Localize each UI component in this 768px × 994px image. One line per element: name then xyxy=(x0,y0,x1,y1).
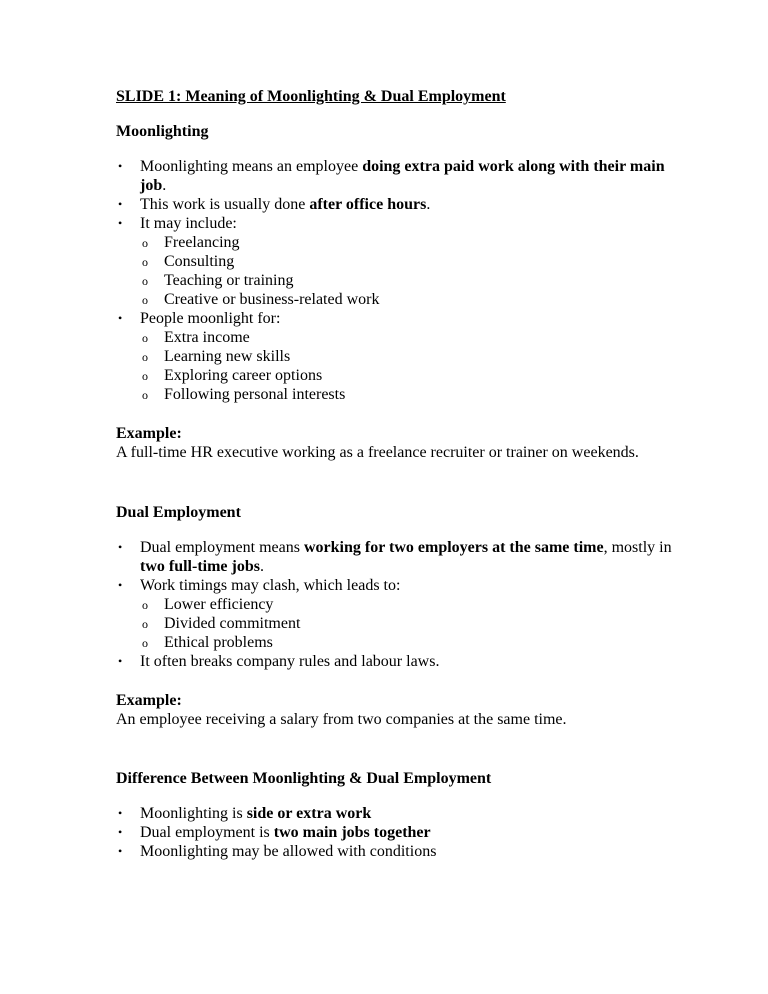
sub-list-item: o Creative or business-related work xyxy=(140,290,676,309)
sub-list-item: o Divided commitment xyxy=(140,614,676,633)
bold-text: two main jobs together xyxy=(273,824,431,841)
section-heading-dual-employment: Dual Employment xyxy=(116,504,241,521)
section-heading-difference: Difference Between Moonlighting & Dual Employment xyxy=(116,770,492,787)
example-text: An employee receiving a salary from two companies at the same time. xyxy=(116,711,567,728)
list-item: • Moonlighting may be allowed with conditions xyxy=(116,842,676,861)
text: Work timings may clash, which leads to: xyxy=(140,577,401,594)
list-item xyxy=(116,538,676,576)
bold-text: after office hours xyxy=(309,196,427,213)
example-label: Example: xyxy=(116,425,182,442)
sub-list-item: o Lower efficiency xyxy=(140,595,676,614)
sub-list-item: o Consulting xyxy=(140,252,676,271)
sub-list-item: o Exploring career options xyxy=(140,366,676,385)
moonlighting-list xyxy=(116,157,676,404)
list-item xyxy=(116,576,676,652)
section-heading-moonlighting: Moonlighting xyxy=(116,123,209,140)
sub-list-item: o Following personal interests xyxy=(140,385,676,404)
bold-text: doing extra paid work along with their main job xyxy=(140,158,665,194)
sub-list xyxy=(140,595,676,652)
text: . xyxy=(162,177,167,194)
example-block xyxy=(116,424,676,462)
bold-text: side or extra work xyxy=(246,805,372,822)
text: , mostly in xyxy=(603,539,672,556)
list-item xyxy=(116,823,676,842)
list-item xyxy=(116,195,676,214)
sub-list-item: o Extra income xyxy=(140,328,676,347)
example-block xyxy=(116,691,676,729)
list-item xyxy=(116,309,676,404)
dual-employment-list xyxy=(116,538,676,671)
text: . xyxy=(426,196,431,213)
text: It may include: xyxy=(140,215,237,232)
text: Moonlighting means an employee xyxy=(140,158,363,175)
difference-list xyxy=(116,804,676,861)
text: People moonlight for: xyxy=(140,310,281,327)
sub-list-item: o Teaching or training xyxy=(140,271,676,290)
sub-list-item: o Ethical problems xyxy=(140,633,676,652)
text: . xyxy=(259,558,264,575)
list-item xyxy=(116,157,676,195)
text: This work is usually done xyxy=(140,196,310,213)
example-label: Example: xyxy=(116,692,182,709)
list-item xyxy=(116,804,676,823)
text: Dual employment is xyxy=(140,824,274,841)
bold-text: two full-time jobs xyxy=(140,558,260,575)
list-item xyxy=(116,214,676,309)
sub-list-item: o Learning new skills xyxy=(140,347,676,366)
bold-text: working for two employers at the same time xyxy=(303,539,604,556)
sub-list xyxy=(140,328,676,404)
page-title: SLIDE 1: Meaning of Moonlighting & Dual Employment xyxy=(116,88,506,105)
sub-list-item: o Freelancing xyxy=(140,233,676,252)
text: Moonlighting is xyxy=(140,805,247,822)
example-text: A full-time HR executive working as a freelance recruiter or trainer on weekends. xyxy=(116,444,639,461)
text: Dual employment means xyxy=(140,539,304,556)
list-item: • It often breaks company rules and labour laws. xyxy=(116,652,676,671)
sub-list xyxy=(140,233,676,309)
